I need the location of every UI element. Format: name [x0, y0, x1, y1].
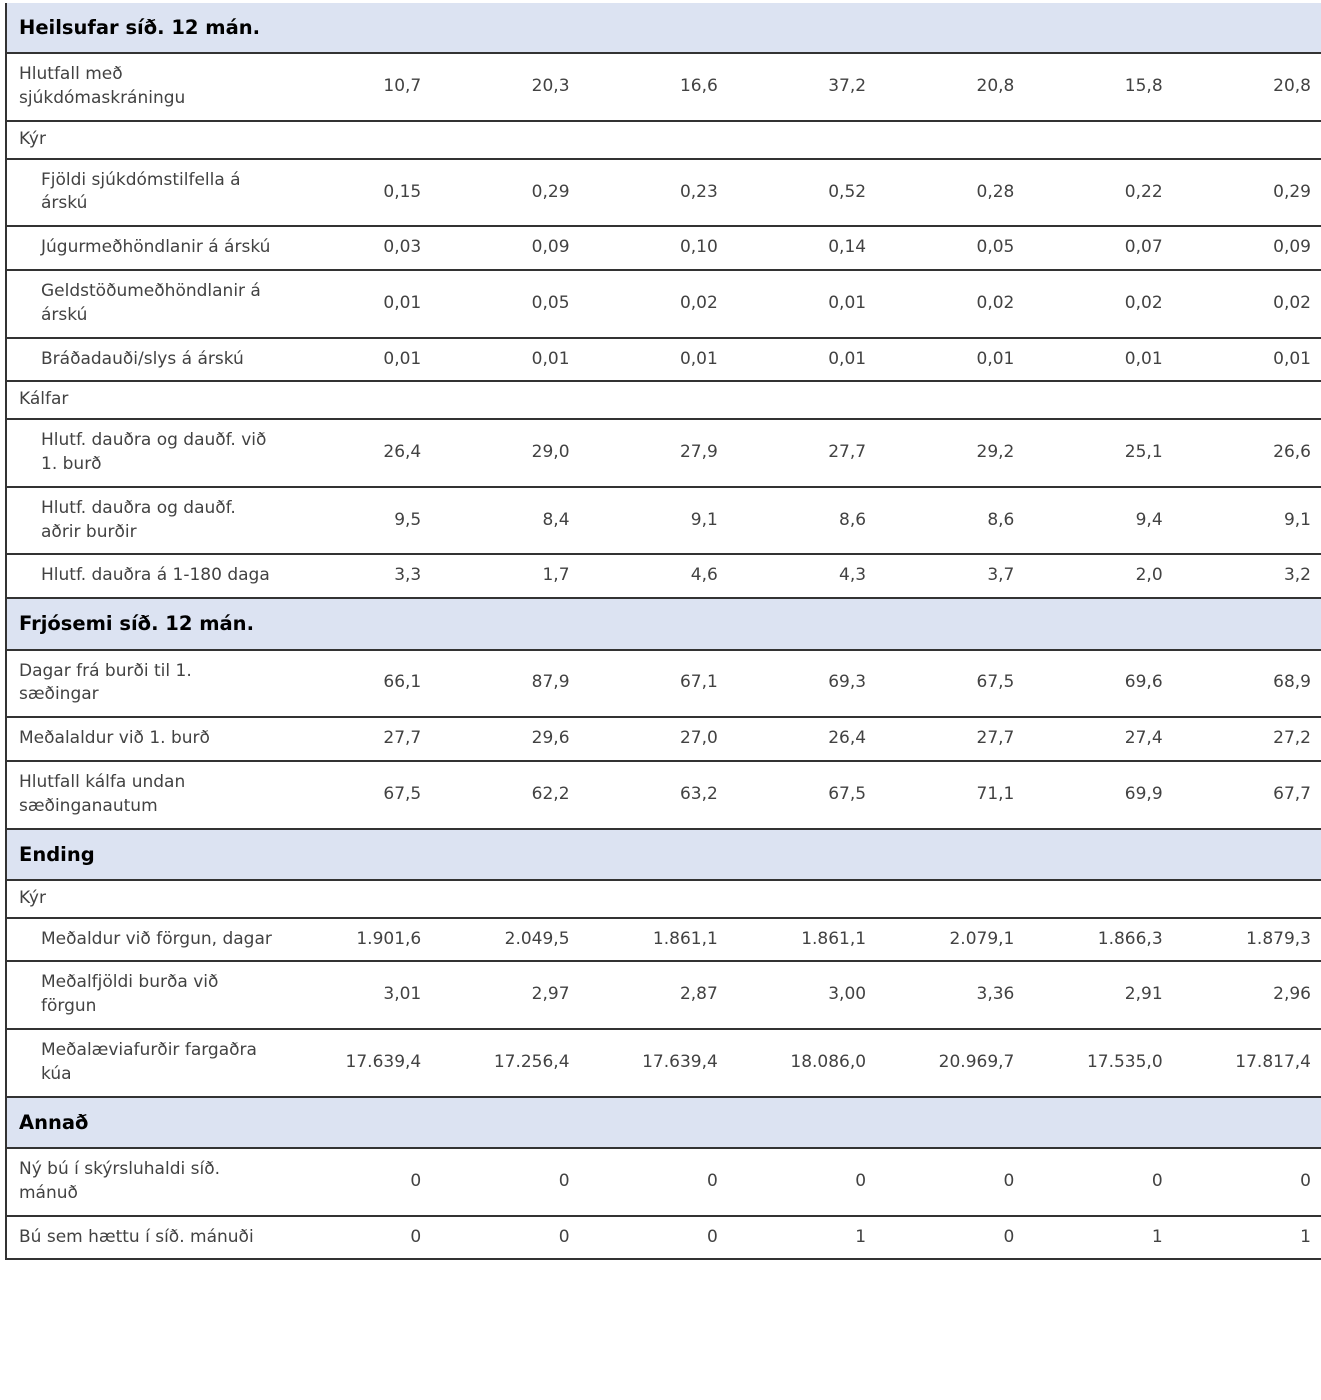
metric-row — [7, 1216, 1321, 1260]
section-title: Annað — [7, 1097, 1321, 1148]
value-cell: 18.086,0 — [790, 1051, 867, 1072]
section-header-row — [7, 1097, 1321, 1148]
value-cell: 3,3 — [394, 565, 422, 586]
value-cell: 27,0 — [679, 728, 718, 749]
value-cell: 26,4 — [383, 442, 422, 463]
report-table — [7, 3, 1321, 1260]
value-cell: 3,01 — [383, 984, 422, 1005]
value-cell: 0 — [1300, 1170, 1311, 1191]
section-title: Frjósemi síð. 12 mán. — [7, 598, 1321, 649]
metric-row — [7, 650, 1321, 718]
value-cell: 20,3 — [531, 76, 570, 97]
row-label: Júgurmeðhöndlanir á árskú — [41, 237, 271, 258]
value-cell: 17.817,4 — [1235, 1051, 1311, 1072]
value-cell: 0,02 — [976, 292, 1015, 313]
value-cell: 0,01 — [383, 292, 422, 313]
metric-row — [7, 338, 1321, 382]
metric-row — [7, 53, 1321, 121]
value-cell: 1.866,3 — [1097, 928, 1163, 949]
value-cell: 1 — [1300, 1226, 1311, 1247]
value-cell: 2,91 — [1124, 984, 1163, 1005]
value-cell: 0 — [855, 1170, 867, 1191]
value-cell: 4,3 — [839, 565, 867, 586]
value-cell: 3,7 — [987, 565, 1015, 586]
value-cell: 0,28 — [976, 181, 1015, 202]
value-cell: 0,02 — [679, 292, 718, 313]
report-table-container — [5, 3, 1321, 1260]
row-label: Hlutf. dauðra á 1-180 daga — [41, 565, 270, 586]
section-title: Heilsufar síð. 12 mán. — [7, 3, 1321, 53]
value-cell: 0,01 — [679, 348, 718, 369]
row-label: Bráðadauði/slys á árskú — [41, 348, 244, 369]
value-cell: 17.256,4 — [493, 1051, 570, 1072]
value-cell: 2,97 — [531, 984, 570, 1005]
row-label: Geldstöðumeðhöndlanir á árskú — [41, 281, 261, 325]
subsection-row — [7, 381, 1321, 419]
value-cell: 0 — [558, 1226, 570, 1247]
value-cell: 0,01 — [1273, 348, 1311, 369]
value-cell: 3,00 — [828, 984, 867, 1005]
metric-row — [7, 1029, 1321, 1097]
value-cell: 26,6 — [1273, 442, 1311, 463]
row-label: Fjöldi sjúkdómstilfella á árskú — [41, 169, 241, 214]
value-cell: 87,9 — [531, 672, 570, 693]
value-cell: 20,8 — [1273, 76, 1311, 97]
value-cell: 0,02 — [1124, 292, 1163, 313]
row-label: Hlutf. dauðra og dauðf. aðrir burðir — [41, 497, 236, 542]
value-cell: 2,87 — [679, 984, 718, 1005]
value-cell: 0,01 — [383, 348, 422, 369]
value-cell: 3,36 — [976, 984, 1015, 1005]
subsection-label: Kýr — [19, 887, 46, 908]
value-cell: 17.535,0 — [1086, 1051, 1163, 1072]
value-cell: 0,07 — [1124, 237, 1163, 258]
metric-row — [7, 419, 1321, 487]
subsection-label: Kálfar — [19, 389, 69, 410]
value-cell: 0,09 — [1273, 237, 1311, 258]
value-cell: 9,1 — [1283, 509, 1311, 530]
section-header-row — [7, 598, 1321, 649]
value-cell: 27,9 — [679, 442, 718, 463]
value-cell: 0,23 — [679, 181, 718, 202]
value-cell: 1.861,1 — [652, 928, 718, 949]
value-cell: 0,01 — [828, 292, 867, 313]
value-cell: 0 — [1003, 1170, 1015, 1191]
metric-row — [7, 554, 1321, 598]
row-label: Dagar frá burði til 1. sæðingar — [19, 660, 192, 705]
value-cell: 0,03 — [383, 237, 422, 258]
value-cell: 2.079,1 — [949, 928, 1015, 949]
value-cell: 25,1 — [1124, 442, 1163, 463]
subsection-label: Kýr — [19, 128, 46, 149]
row-label: Meðaldur við förgun, dagar — [41, 928, 272, 949]
value-cell: 8,4 — [542, 509, 570, 530]
value-cell: 0,01 — [976, 348, 1015, 369]
value-cell: 1 — [855, 1226, 867, 1247]
value-cell: 3,2 — [1283, 565, 1311, 586]
value-cell: 0,29 — [1273, 181, 1311, 202]
section-header-row — [7, 829, 1321, 880]
value-cell: 17.639,4 — [345, 1051, 422, 1072]
metric-row — [7, 961, 1321, 1029]
value-cell: 29,6 — [531, 728, 570, 749]
metric-row — [7, 1148, 1321, 1216]
value-cell: 8,6 — [987, 509, 1015, 530]
metric-row — [7, 761, 1321, 829]
value-cell: 4,6 — [690, 565, 718, 586]
value-cell: 0,10 — [679, 237, 718, 258]
value-cell: 1 — [1151, 1226, 1163, 1247]
value-cell: 1.879,3 — [1246, 928, 1311, 949]
value-cell: 27,7 — [383, 728, 422, 749]
subsection-row — [7, 121, 1321, 159]
row-label: Bú sem hættu í síð. mánuði — [19, 1226, 254, 1247]
row-label: Hlutfall með sjúkdómaskráningu — [19, 64, 186, 109]
value-cell: 62,2 — [531, 783, 570, 804]
report-table-body — [7, 3, 1321, 1259]
value-cell: 1.861,1 — [801, 928, 867, 949]
value-cell: 0 — [558, 1170, 570, 1191]
row-label: Hlutfall kálfa undan sæðinganautum — [19, 771, 186, 816]
value-cell: 29,0 — [531, 442, 570, 463]
value-cell: 67,5 — [383, 783, 422, 804]
value-cell: 0,05 — [976, 237, 1015, 258]
value-cell: 10,7 — [383, 76, 422, 97]
value-cell: 1,7 — [542, 565, 570, 586]
value-cell: 0 — [1151, 1170, 1163, 1191]
metric-row — [7, 918, 1321, 962]
value-cell: 9,5 — [394, 509, 422, 530]
metric-row — [7, 717, 1321, 761]
value-cell: 9,1 — [690, 509, 718, 530]
value-cell: 71,1 — [976, 783, 1015, 804]
metric-row — [7, 270, 1321, 338]
value-cell: 37,2 — [828, 76, 867, 97]
value-cell: 2,0 — [1135, 565, 1163, 586]
subsection-row — [7, 880, 1321, 918]
value-cell: 1.901,6 — [356, 928, 422, 949]
value-cell: 0,09 — [531, 237, 570, 258]
value-cell: 66,1 — [383, 672, 422, 693]
value-cell: 26,4 — [828, 728, 867, 749]
value-cell: 67,1 — [679, 672, 718, 693]
section-header-row — [7, 3, 1321, 53]
value-cell: 0,01 — [828, 348, 867, 369]
value-cell: 15,8 — [1124, 76, 1163, 97]
row-label: Hlutf. dauðra og dauðf. við 1. burð — [41, 430, 267, 475]
value-cell: 0,01 — [531, 348, 570, 369]
value-cell: 67,5 — [828, 783, 867, 804]
value-cell: 0 — [706, 1170, 718, 1191]
value-cell: 0,22 — [1124, 181, 1163, 202]
metric-row — [7, 226, 1321, 270]
value-cell: 0,29 — [531, 181, 570, 202]
value-cell: 16,6 — [679, 76, 718, 97]
value-cell: 9,4 — [1135, 509, 1163, 530]
value-cell: 67,7 — [1273, 783, 1311, 804]
value-cell: 0,05 — [531, 292, 570, 313]
value-cell: 27,7 — [976, 728, 1015, 749]
value-cell: 2,96 — [1273, 984, 1311, 1005]
value-cell: 0 — [1003, 1226, 1015, 1247]
value-cell: 20,8 — [976, 76, 1015, 97]
metric-row — [7, 487, 1321, 555]
value-cell: 0 — [410, 1170, 422, 1191]
metric-row — [7, 159, 1321, 227]
value-cell: 0,02 — [1273, 292, 1311, 313]
section-title: Ending — [7, 829, 1321, 880]
value-cell: 0 — [706, 1226, 718, 1247]
value-cell: 0,15 — [383, 181, 422, 202]
value-cell: 0 — [410, 1226, 422, 1247]
row-label: Meðalfjöldi burða við förgun — [41, 972, 219, 1017]
value-cell: 20.969,7 — [938, 1051, 1015, 1072]
value-cell: 67,5 — [976, 672, 1015, 693]
value-cell: 63,2 — [679, 783, 718, 804]
value-cell: 2.049,5 — [504, 928, 570, 949]
value-cell: 27,2 — [1273, 728, 1311, 749]
row-label: Ný bú í skýrsluhaldi síð. mánuð — [19, 1158, 220, 1203]
value-cell: 0,14 — [828, 237, 867, 258]
value-cell: 69,3 — [828, 672, 867, 693]
row-label: Meðalaldur við 1. burð — [19, 728, 210, 749]
row-label: Meðalæviafurðir fargaðra kúa — [41, 1040, 257, 1084]
value-cell: 8,6 — [839, 509, 867, 530]
value-cell: 0,01 — [1124, 348, 1163, 369]
value-cell: 68,9 — [1273, 672, 1311, 693]
value-cell: 17.639,4 — [642, 1051, 718, 1072]
value-cell: 69,6 — [1124, 672, 1163, 693]
value-cell: 69,9 — [1124, 783, 1163, 804]
value-cell: 27,4 — [1124, 728, 1163, 749]
value-cell: 29,2 — [976, 442, 1015, 463]
value-cell: 0,52 — [828, 181, 867, 202]
value-cell: 27,7 — [828, 442, 867, 463]
